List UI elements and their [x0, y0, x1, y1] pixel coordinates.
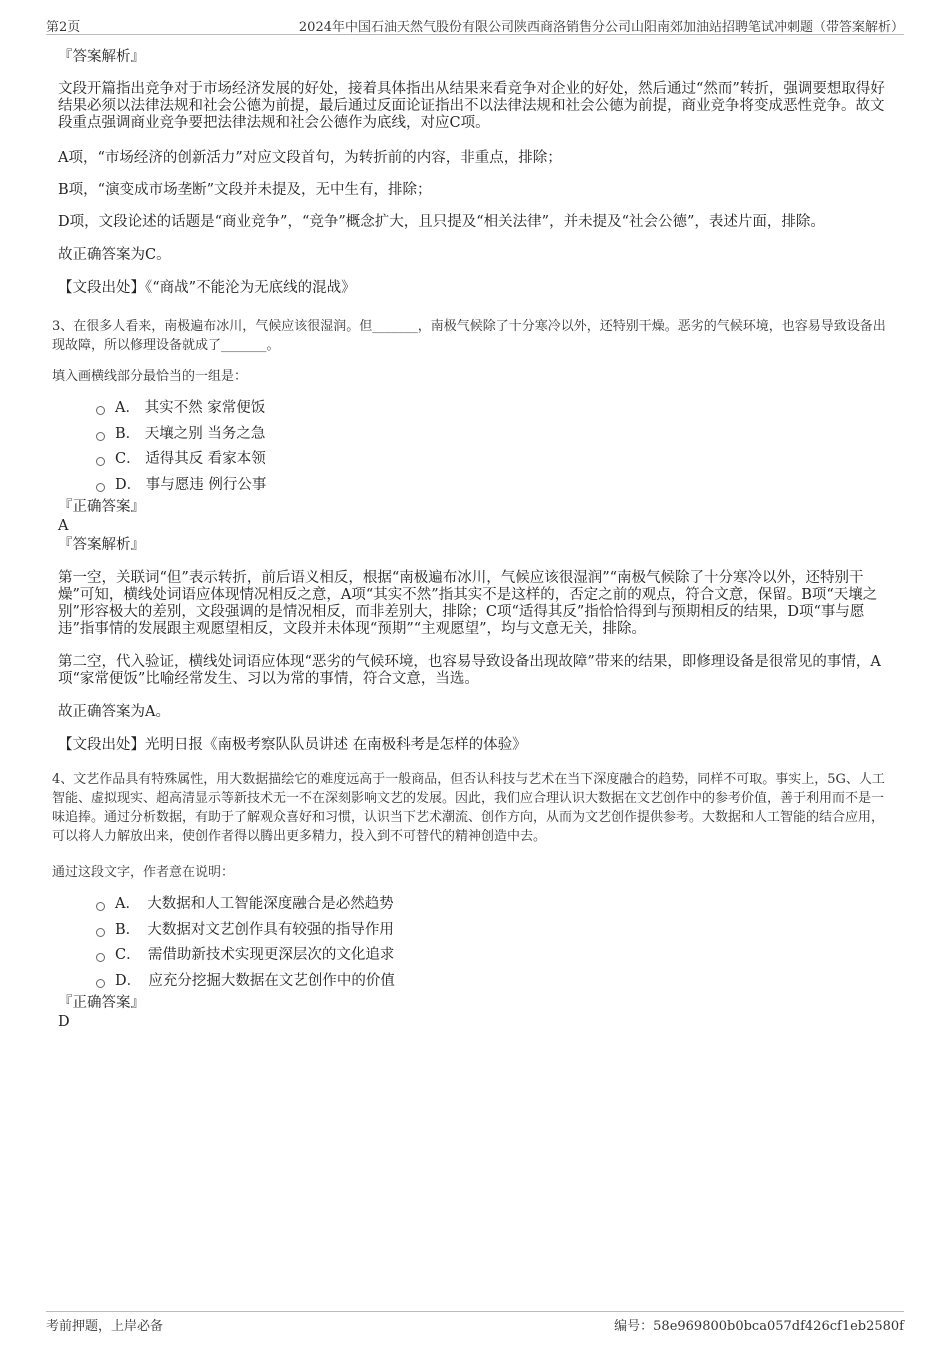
radio-icon[interactable] [96, 457, 105, 466]
q3-option-c[interactable] [96, 447, 886, 473]
q2-analysis-para2: A项，“市场经济的创新活力”对应文段首句，为转折前的内容，非重点，排除； [58, 150, 562, 166]
q2-analysis-para1: 文段开篇指出竞争对于市场经济发展的好处，接着具体指出从结果来看竞争对企业的好处，然后通过“然而”转折，强调要想取得好结果必须以法律法规和社会公德为前提，最后通过反面论证指出不以法律法规和社会公德为前提，商业竞争将变成恶性竞争。故文段重点强调商业竞争要把法律法规和社会公德作为底线，对应C项。 [58, 81, 885, 131]
q3-analysis-para2: 第二空，代入验证，横线处词语应体现“恶劣的气候环境，也容易导致设备出现故障”带来的结果，即修理设备是很常见的事情，A项“家常便饭”比喻经常发生、习以为常的事情，符合文意，当选。 [58, 654, 881, 687]
radio-icon[interactable] [96, 406, 105, 415]
radio-icon[interactable] [96, 432, 105, 441]
q4-option-b[interactable] [96, 918, 886, 944]
q3-source: 【文段出处】光明日报《南极考察队队员讲述 在南极科考是怎样的体验》 [58, 737, 527, 753]
radio-icon[interactable] [96, 483, 105, 492]
q3-answer-label: 『正确答案』 [58, 499, 145, 515]
q4-options [96, 892, 886, 994]
q2-source: 【文段出处】《“商战”不能沦为无底线的混战》 [58, 280, 356, 296]
q3-analysis-para1: 第一空，关联词“但”表示转折，前后语义相反，根据“南极遍布冰川，气候应该很湿润”“南极气候除了十分寒冷以外，还特别干燥”可知，横线处词语应体现情况相反之意，A项“其实不然”指其实不是这样的，否定之前的观点，符合文意，保留。B项“天壤之别”形容极大的差别，文段强调的是情况相反，而非差别大，排除；C项“适得其反”指恰恰得到与预期相反的结果，D项“事与愿违”指事情的发展跟主观愿望相反，文段并未体现“预期”“主观愿望”，均与文意无关，排除。 [58, 570, 878, 637]
radio-icon[interactable] [96, 979, 105, 988]
option-label: D． 事与愿违 例行公事 [115, 476, 267, 493]
q3-question: 3、在很多人看来，南极遍布冰川，气候应该很湿润。但_______，南极气候除了十分寒冷以外，还特别干燥。恶劣的气候环境，也容易导致设备出现故障，所以修理设备就成了_______。 [52, 319, 886, 353]
option-label: C． 需借助新技术实现更深层次的文化追求 [115, 947, 395, 963]
footer-doc-id: 编号：58e969800b0bca057df426cf1eb2580f [614, 1319, 904, 1334]
option-label: B． 大数据对文艺创作具有较强的指导作用 [115, 921, 394, 938]
q3-answer: A [58, 518, 69, 534]
q2-analysis-para3: B项，“演变成市场垄断”文段并未提及，无中生有，排除； [58, 182, 432, 198]
page-content [52, 48, 886, 1032]
option-label: A． 大数据和人工智能深度融合是必然趋势 [115, 896, 394, 912]
radio-icon[interactable] [96, 953, 105, 962]
q4-option-c[interactable] [96, 943, 886, 969]
document-title: 2024年中国石油天然气股份有限公司陕西商洛销售分公司山阳南郊加油站招聘笔试冲刺题（带答案解析） [298, 20, 904, 35]
page-number: 第2页 [46, 20, 81, 35]
q4-answer: D [58, 1014, 70, 1030]
q3-option-b[interactable] [96, 422, 886, 448]
q2-analysis-para4: D项，文段论述的话题是“商业竞争”，“竞争”概念扩大，且只提及“相关法律”，并未提及“社会公德”，表述片面，排除。 [58, 214, 825, 230]
page-header [46, 14, 904, 35]
q4-option-d[interactable] [96, 969, 886, 995]
option-label: B． 天壤之别 当务之急 [115, 425, 266, 442]
q3-prompt: 填入画横线部分最恰当的一组是： [52, 369, 248, 384]
q2-conclusion: 故正确答案为C。 [58, 247, 171, 263]
page-footer [46, 1311, 904, 1332]
q3-option-a[interactable] [96, 396, 886, 422]
q3-options [96, 396, 886, 498]
radio-icon[interactable] [96, 902, 105, 911]
q3-option-d[interactable] [96, 473, 886, 499]
radio-icon[interactable] [96, 928, 105, 937]
q3-analysis-label: 『答案解析』 [58, 537, 145, 553]
q4-question: 4、文艺作品具有特殊属性，用大数据描绘它的难度远高于一般商品，但否认科技与艺术在当下深度融合的趋势，同样不可取。事实上，5G、人工智能、虚拟现实、超高清显示等新技术无一不在深刻影响文艺的发展。因此，我们应合理认识大数据在文艺创作中的参考价值，善于利用而不是一味追捧。通过分析数据，有助于了解观众喜好和习惯，认识当下艺术潮流、创作方向，从而为文艺创作提供参考。大数据和人工智能的结合应用，可以将人力解放出来，使创作者得以腾出更多精力，投入到不可替代的精神创造中去。 [52, 772, 885, 844]
q4-prompt: 通过这段文字，作者意在说明： [52, 865, 235, 880]
q2-analysis-label: 『答案解析』 [58, 49, 145, 65]
option-label: C． 适得其反 看家本领 [115, 451, 266, 467]
q4-option-a[interactable] [96, 892, 886, 918]
option-label: D． 应充分挖掘大数据在文艺创作中的价值 [115, 972, 395, 989]
q4-answer-label: 『正确答案』 [58, 995, 145, 1011]
q3-conclusion: 故正确答案为A。 [58, 704, 170, 720]
option-label: A． 其实不然 家常便饭 [115, 400, 266, 416]
footer-slogan: 考前押题，上岸必备 [46, 1319, 164, 1334]
